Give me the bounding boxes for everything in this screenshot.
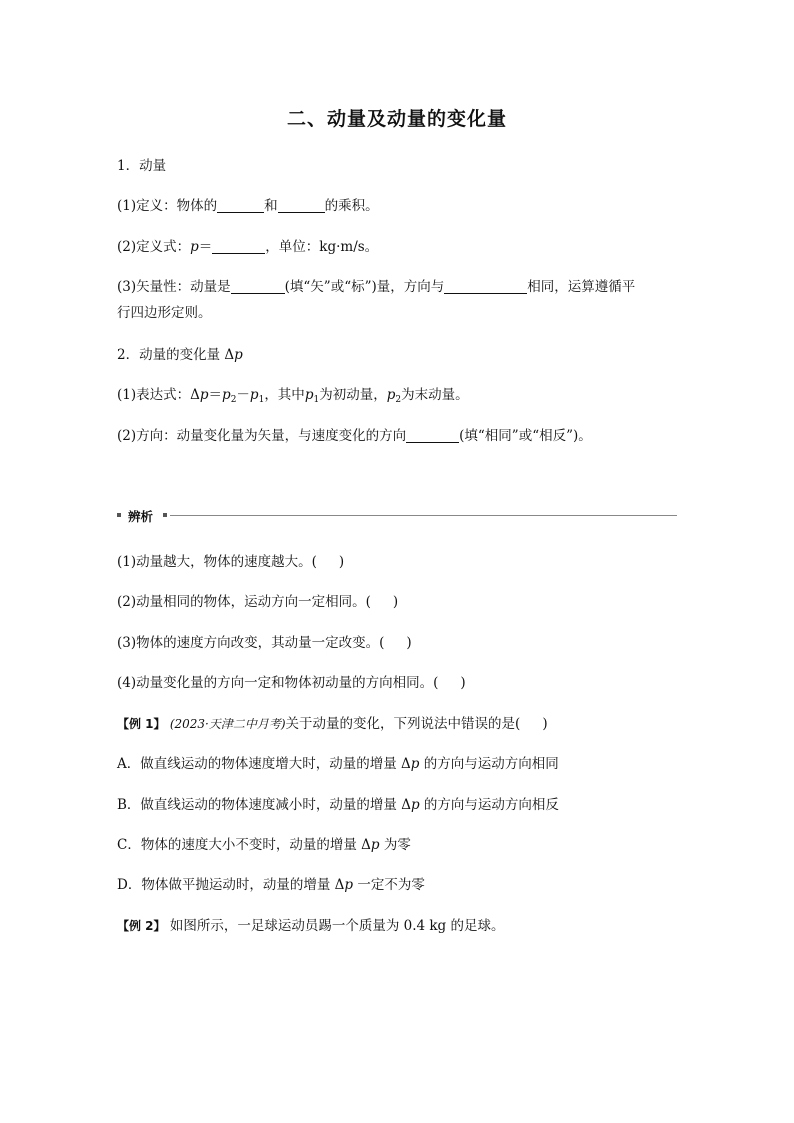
paren-close: )	[460, 675, 466, 691]
option-c[interactable]	[117, 836, 411, 854]
fill-blank[interactable]	[212, 239, 265, 254]
fill-blank[interactable]	[444, 279, 527, 294]
analysis-item-text: (4)动量变化量的方向一定和物体初动量的方向相同。(	[117, 675, 439, 691]
analysis-item-text: (1)动量越大，物体的速度越大。(	[117, 554, 317, 570]
expr-text: 为初动量，	[319, 387, 387, 403]
paren-close: )	[392, 594, 399, 610]
fill-blank[interactable]	[231, 279, 285, 294]
heading-text: 2．动量的变化量 Δ	[117, 347, 235, 363]
formula-text: (2)定义式：	[117, 239, 191, 255]
subscript: 2	[395, 395, 402, 405]
square-bullet-icon	[163, 513, 167, 517]
variable-p: p	[222, 387, 231, 403]
variable-p: p	[304, 387, 314, 403]
definition-text: (1)定义：物体的	[117, 198, 218, 214]
paren-close: )	[542, 716, 548, 732]
subscript: 2	[230, 395, 237, 405]
option-text: 为零	[379, 837, 411, 853]
analysis-item	[117, 553, 344, 571]
formula-text: ，单位：kg·m/s。	[265, 239, 379, 255]
section-heading-momentum: 1．动量	[117, 158, 167, 174]
divider	[170, 515, 677, 516]
analysis-separator	[117, 507, 677, 523]
variable-p: p	[199, 387, 209, 403]
option-text: B．做直线运动的物体速度减小时，动量的增量 Δ	[117, 797, 411, 813]
expression-line	[117, 386, 469, 409]
expr-text: 为末动量。	[401, 387, 469, 403]
definition-line	[117, 197, 379, 215]
expr-text: (1)表达式：Δ	[117, 387, 200, 403]
formula-line	[117, 238, 378, 256]
direction-text: (2)方向：动量变化量为矢量，与速度变化的方向	[117, 428, 407, 444]
option-b[interactable]	[117, 796, 559, 814]
example-tag: 【例 2】	[117, 919, 166, 933]
subscript: 1	[258, 395, 265, 405]
fill-blank[interactable]	[217, 198, 264, 213]
subscript: 1	[313, 395, 320, 405]
definition-text: 和	[264, 198, 278, 214]
option-text: 一定不为零	[353, 877, 425, 893]
fill-blank[interactable]	[406, 428, 459, 443]
example-1-stem	[117, 715, 548, 733]
variable-p: p	[370, 837, 380, 853]
variable-p: p	[190, 239, 199, 255]
definition-text: 的乘积。	[324, 198, 379, 214]
variable-p: p	[410, 797, 420, 813]
analysis-item-text: (3)物体的速度方向改变，其动量一定改变。(	[117, 635, 385, 651]
section-heading-change	[117, 346, 243, 364]
example-stem-text: 关于动量的变化，下列说法中错误的是(	[285, 716, 521, 732]
variable-p: p	[344, 877, 354, 893]
direction-text: (填“相同”或“相反”)。	[459, 428, 592, 444]
example-tag: 【例 1】	[117, 717, 166, 731]
option-text: C．物体的速度大小不变时，动量的增量 Δ	[117, 837, 371, 853]
expr-text: －	[236, 387, 250, 403]
analysis-item	[117, 593, 398, 611]
vector-text: 相同，运算遵循平	[527, 279, 636, 295]
option-text: 的方向与运动方向相反	[419, 797, 559, 813]
vector-line	[117, 278, 635, 296]
vector-text: (填“矢”或“标”)量，方向与	[284, 279, 445, 295]
paren-close: )	[338, 554, 345, 570]
analysis-item	[117, 674, 466, 692]
analysis-label: 辨析	[128, 509, 154, 524]
paren-close: )	[406, 635, 412, 651]
vector-line-cont: 行四边形定则。	[117, 305, 212, 321]
direction-line	[117, 427, 592, 445]
option-a[interactable]	[117, 755, 559, 773]
example-stem-text: 如图所示，一足球运动员踢一个质量为 0.4 kg 的足球。	[169, 918, 505, 934]
option-d[interactable]	[117, 876, 425, 894]
formula-text: ＝	[198, 239, 213, 255]
option-text: D．物体做平抛运动时，动量的增量 Δ	[117, 877, 345, 893]
fill-blank[interactable]	[278, 198, 325, 213]
expr-text: ＝	[208, 387, 223, 403]
square-bullet-icon	[117, 513, 121, 517]
variable-p: p	[410, 756, 420, 772]
variable-p: p	[386, 387, 396, 403]
option-text: 的方向与运动方向相同	[419, 756, 559, 772]
variable-p: p	[249, 387, 259, 403]
option-text: A．做直线运动的物体速度增大时，动量的增量 Δ	[117, 756, 411, 772]
example-2-stem	[117, 917, 505, 935]
expr-text: ，其中	[264, 387, 305, 403]
vector-text: (3)矢量性：动量是	[117, 279, 231, 295]
analysis-item-text: (2)动量相同的物体，运动方向一定相同。(	[117, 594, 371, 610]
example-source: (2023·天津二中月考)	[169, 717, 286, 731]
analysis-item	[117, 634, 412, 652]
page-title: 二、动量及动量的变化量	[286, 108, 507, 130]
variable-p: p	[234, 347, 243, 363]
